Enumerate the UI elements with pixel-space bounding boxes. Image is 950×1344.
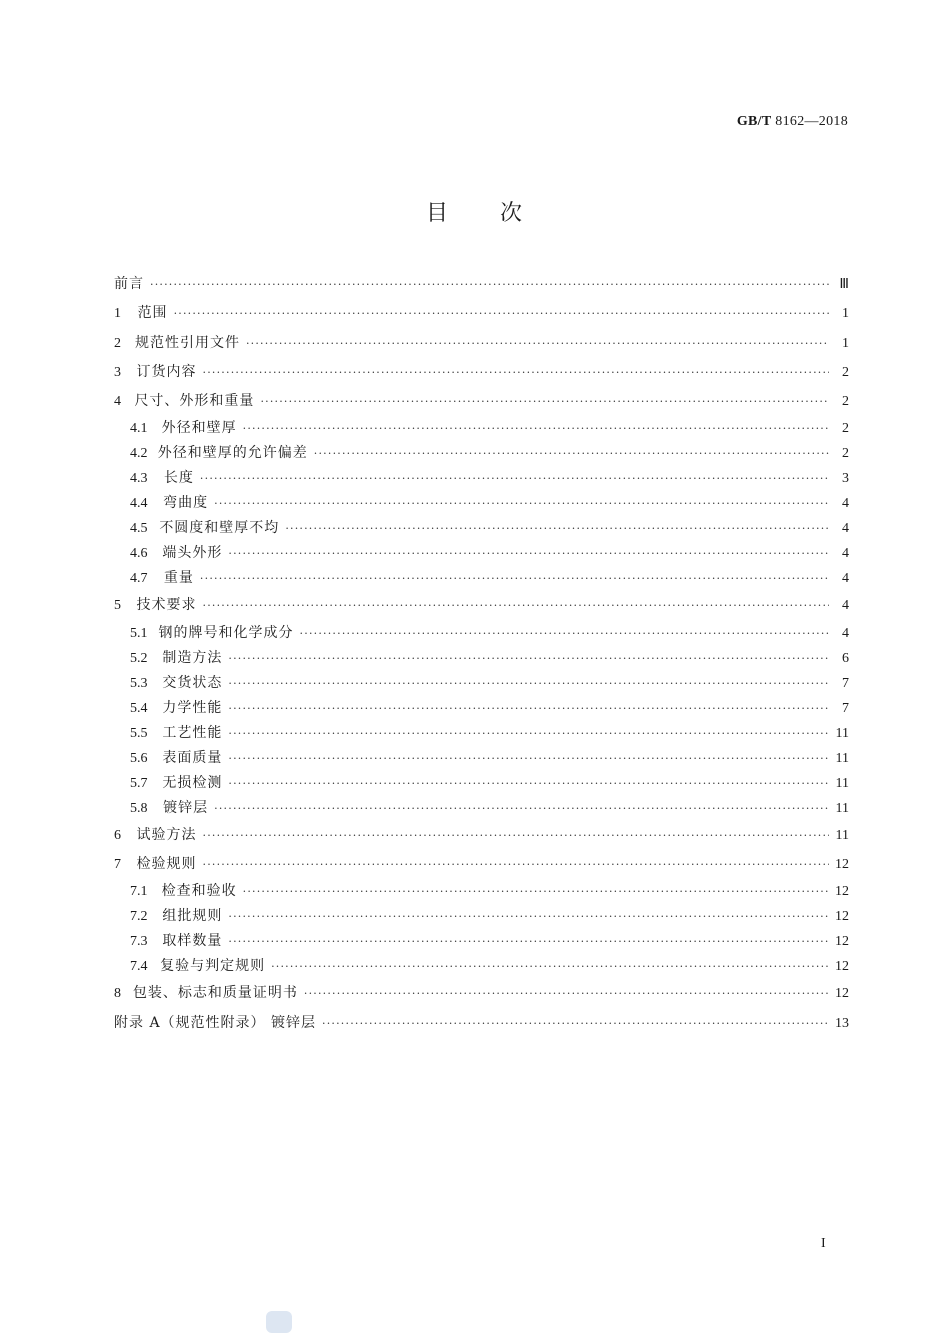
- toc-subentry[interactable]: [114, 696, 849, 721]
- toc-entry[interactable]: [114, 299, 849, 328]
- toc-entry-page: 4: [842, 598, 849, 614]
- toc-entry-label: 尺寸、外形和重量: [134, 393, 255, 410]
- toc-entry-label: 长度: [163, 470, 194, 487]
- dot-leader: [300, 621, 829, 646]
- toc-subentry[interactable]: [114, 671, 849, 696]
- standard-code: [737, 114, 848, 130]
- toc-entry-label: 规范性引用文件: [134, 334, 240, 351]
- table-of-contents: [114, 270, 849, 1038]
- toc-entry-number: 4: [114, 394, 121, 410]
- toc-subentry[interactable]: [114, 646, 849, 671]
- toc-entry-number: 5.3: [130, 675, 148, 691]
- toc-entry-label: 范围: [137, 305, 168, 322]
- toc-entry-label: 复验与判定规则: [160, 958, 266, 975]
- dot-leader: [228, 671, 829, 696]
- toc-entry-label: 检查和验收: [161, 883, 237, 900]
- toc-entry-number: 5.1: [130, 625, 148, 641]
- page-title: [0, 196, 950, 227]
- dot-leader: [228, 721, 829, 746]
- toc-entry-page: 4: [842, 625, 849, 641]
- toc-subentry[interactable]: [114, 954, 849, 979]
- toc-entry-label: 试验方法: [136, 826, 197, 843]
- toc-entry-page: 6: [842, 650, 849, 666]
- dot-leader: [271, 954, 829, 979]
- toc-entry-number: 7.3: [130, 934, 148, 950]
- toc-entry-number: 5.4: [130, 700, 148, 716]
- dot-leader: [200, 466, 829, 491]
- standard-prefix: GB/T: [736, 114, 772, 129]
- toc-entry-label: 包装、标志和质量证明书: [132, 985, 298, 1002]
- toc-entry-label: 技术要求: [136, 597, 197, 614]
- dot-leader: [228, 696, 829, 721]
- dot-leader: [228, 541, 829, 566]
- toc-entry-label: 外径和壁厚的允许偏差: [157, 445, 308, 462]
- toc-entry-label: 弯曲度: [163, 495, 209, 512]
- toc-subentry[interactable]: [114, 929, 849, 954]
- toc-entry-page: 2: [842, 364, 849, 380]
- title-char-2: 次: [500, 201, 525, 226]
- toc-entry-number: 5.8: [130, 800, 148, 816]
- toc-entry-page: 2: [842, 421, 849, 437]
- toc-subentry[interactable]: [114, 491, 849, 516]
- dot-leader: [243, 879, 829, 904]
- toc-subentry[interactable]: [114, 796, 849, 821]
- toc-entry-number: 7.4: [130, 959, 148, 975]
- toc-entry[interactable]: [114, 850, 849, 879]
- dot-leader: [150, 270, 829, 299]
- toc-entry-page: 12: [835, 986, 849, 1002]
- toc-entry-number: 4.7: [130, 571, 148, 587]
- toc-subentry[interactable]: [114, 566, 849, 591]
- toc-entry-label: 取样数量: [162, 933, 223, 950]
- toc-entry-label: 力学性能: [162, 699, 223, 716]
- toc-entry-number: 5.2: [130, 650, 148, 666]
- toc-entry-label: 组批规则: [162, 908, 223, 925]
- dot-leader: [285, 516, 829, 541]
- dot-leader: [203, 358, 829, 387]
- toc-entry-label: 附录 A（规范性附录） 镀锌层: [114, 1014, 317, 1031]
- dot-leader: [174, 299, 829, 328]
- toc-entry[interactable]: [114, 821, 849, 850]
- toc-entry-label: 重量: [163, 570, 194, 587]
- toc-entry-label: 订货内容: [136, 363, 197, 380]
- toc-entry-number: 6: [114, 827, 121, 843]
- page-number: I: [821, 1236, 826, 1251]
- toc-entry-number: 7.2: [130, 909, 148, 925]
- toc-entry-page: 4: [842, 546, 849, 562]
- toc-entry[interactable]: [114, 270, 849, 299]
- toc-entry[interactable]: [114, 329, 849, 358]
- toc-entry-page: 12: [835, 959, 849, 975]
- toc-entry-number: 5.5: [130, 725, 148, 741]
- dot-leader: [228, 646, 829, 671]
- toc-subentry[interactable]: [114, 771, 849, 796]
- toc-subentry[interactable]: [114, 416, 849, 441]
- dot-leader: [314, 441, 829, 466]
- toc-entry-page: 4: [842, 571, 849, 587]
- dot-leader: [304, 979, 829, 1008]
- toc-subentry[interactable]: [114, 721, 849, 746]
- toc-entry-page: 13: [835, 1015, 849, 1031]
- toc-entry-number: 4.2: [130, 446, 148, 462]
- toc-entry-page: 4: [842, 521, 849, 537]
- toc-entry-number: 1: [114, 306, 121, 322]
- standard-number: 8162—2018: [775, 114, 848, 129]
- toc-entry-number: 5.7: [130, 775, 148, 791]
- toc-subentry[interactable]: [114, 879, 849, 904]
- dot-leader: [203, 821, 829, 850]
- toc-entry-page: 7: [842, 700, 849, 716]
- toc-entry-page: 12: [835, 934, 849, 950]
- toc-entry-label: 制造方法: [162, 649, 223, 666]
- toc-entry-number: 4.5: [130, 521, 148, 537]
- toc-entry-page: 12: [835, 857, 849, 873]
- toc-entry-page: 7: [842, 675, 849, 691]
- toc-entry-page: 1: [842, 335, 849, 351]
- toc-entry-page: 12: [835, 884, 849, 900]
- toc-entry[interactable]: [114, 358, 849, 387]
- toc-entry-page: 2: [842, 394, 849, 410]
- toc-entry-number: 7.1: [130, 884, 148, 900]
- toc-entry-number: 2: [114, 335, 121, 351]
- dot-leader: [246, 329, 829, 358]
- toc-entry[interactable]: [114, 1009, 849, 1038]
- dot-leader: [228, 929, 829, 954]
- toc-entry-label: 无损检测: [162, 774, 223, 791]
- toc-entry-label: 表面质量: [162, 749, 223, 766]
- dot-leader: [322, 1009, 829, 1038]
- dot-leader: [203, 591, 829, 620]
- toc-subentry[interactable]: [114, 904, 849, 929]
- toc-entry-page: 2: [842, 446, 849, 462]
- toc-entry-number: 4.6: [130, 546, 148, 562]
- toc-entry-page: 11: [835, 725, 849, 741]
- toc-subentry[interactable]: [114, 621, 849, 646]
- toc-entry-label: 不圆度和壁厚不均: [159, 520, 280, 537]
- toc-entry-label: 检验规则: [136, 856, 197, 873]
- toc-entry-page: 1: [842, 306, 849, 322]
- toc-subentry[interactable]: [114, 441, 849, 466]
- toc-entry-number: 4.1: [130, 421, 148, 437]
- toc-entry-label: 端头外形: [162, 545, 223, 562]
- toc-subentry[interactable]: [114, 541, 849, 566]
- toc-entry[interactable]: [114, 591, 849, 620]
- toc-entry-page: 12: [835, 909, 849, 925]
- dot-leader: [203, 850, 829, 879]
- toc-entry-page: 11: [835, 827, 849, 843]
- dot-leader: [243, 416, 829, 441]
- toc-entry-label: 镀锌层: [163, 799, 209, 816]
- dot-leader: [260, 387, 829, 416]
- dot-leader: [200, 566, 829, 591]
- toc-entry-label: 前言: [114, 276, 144, 292]
- toc-entry-number: 5: [114, 598, 121, 614]
- toc-entry-page: 11: [835, 750, 849, 766]
- toc-entry-page: 3: [842, 471, 849, 487]
- toc-entry-page: 11: [835, 775, 849, 791]
- dot-leader: [228, 771, 829, 796]
- toc-entry[interactable]: [114, 979, 849, 1008]
- toc-entry-number: 8: [114, 986, 121, 1002]
- toc-entry-number: 7: [114, 857, 121, 873]
- toc-entry-number: 5.6: [130, 750, 148, 766]
- toc-entry-label: 工艺性能: [162, 724, 223, 741]
- sac-watermark-logo: [266, 1311, 292, 1333]
- toc-entry-label: 外径和壁厚: [161, 420, 237, 437]
- dot-leader: [228, 904, 829, 929]
- toc-subentry[interactable]: [114, 746, 849, 771]
- toc-entry-label: 交货状态: [162, 674, 223, 691]
- toc-entry-page: 4: [842, 496, 849, 512]
- dot-leader: [214, 491, 829, 516]
- toc-entry-page: Ⅲ: [839, 277, 849, 292]
- toc-subentry[interactable]: [114, 516, 849, 541]
- toc-entry-number: 3: [114, 364, 121, 380]
- toc-entry-label: 钢的牌号和化学成分: [158, 624, 294, 641]
- toc-entry-number: 4.3: [130, 471, 148, 487]
- toc-entry[interactable]: [114, 387, 849, 416]
- toc-entry-number: 4.4: [130, 496, 148, 512]
- dot-leader: [228, 746, 829, 771]
- title-char-1: 目: [425, 201, 450, 226]
- toc-entry-page: 11: [835, 800, 849, 816]
- dot-leader: [214, 796, 829, 821]
- toc-subentry[interactable]: [114, 466, 849, 491]
